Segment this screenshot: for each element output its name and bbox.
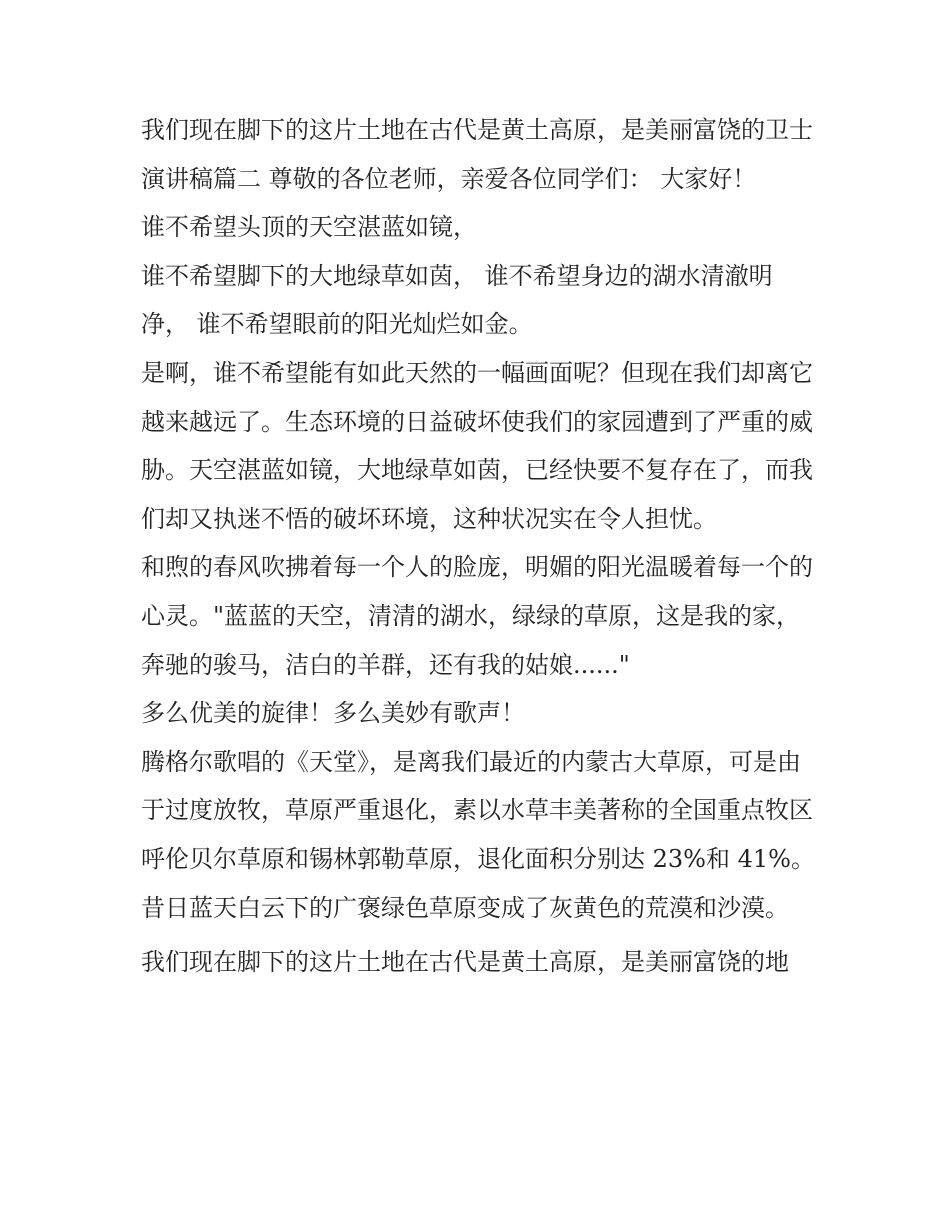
paragraph-4: 是啊，谁不希望能有如此天然的一幅画面呢？但现在我们却离它越来越远了。生态环境的日益破坏使我们的家园遭到了严重的威胁。天空湛蓝如镜，大地绿草如茵，已经快要不复存在了，而我们却又执迷不悟的破坏环境，这种状况实在令人担忧。 (141, 358, 813, 533)
paragraph-3: 谁不希望脚下的大地绿草如茵， 谁不希望身边的湖水清澈明净， 谁不希望眼前的阳光灿烂如金。 (141, 261, 773, 339)
paragraph-6: 多么优美的旋律！多么美妙有歌声！ (141, 699, 525, 728)
paragraph-5: 和煦的春风吹拂着每一个人的脸庞，明媚的阳光温暖着每一个的心灵。"蓝蓝的天空，清清的湖水，绿绿的草原，这是我的家，奔驰的骏马，洁白的羊群，还有我的姑娘......" (141, 553, 813, 679)
paragraph-2: 谁不希望头顶的天空湛蓝如镜， (141, 213, 477, 242)
paragraph-8: 我们现在脚下的这片土地在古代是黄土高原，是美丽富饶的地 (141, 948, 789, 977)
paragraph-7: 腾格尔歌唱的《天堂》，是离我们最近的内蒙古大草原，可是由于过度放牧，草原严重退化，素以水草丰美著称的全国重点牧区呼伦贝尔草原和锡林郭勒草原，退化面积分别达 23%和 41%。昔日蓝天白云下的广褒绿色草原变成了灰黄色的荒漠和沙漠。 (141, 747, 815, 922)
document-body (141, 106, 816, 987)
paragraph-1: 我们现在脚下的这片土地在古代是黄土高原，是美丽富饶的卫士演讲稿篇二 尊敬的各位老师，亲爱各位同学们： 大家好！ (141, 116, 813, 193)
